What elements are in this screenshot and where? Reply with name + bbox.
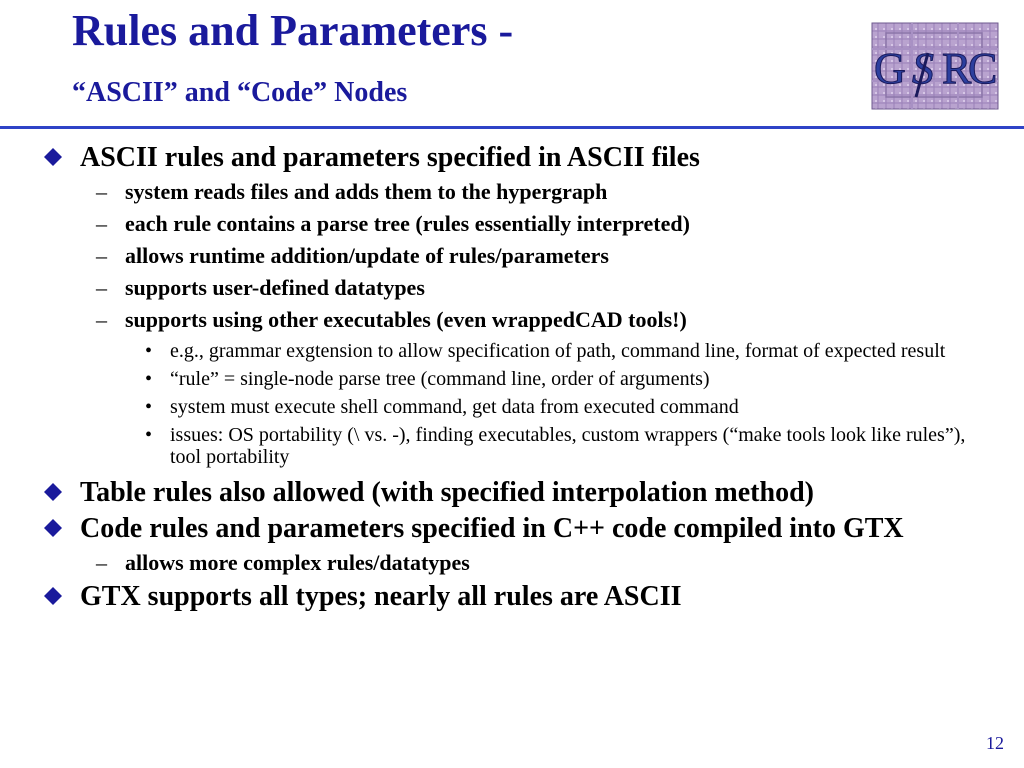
list-item — [0, 141, 984, 174]
list-item — [0, 340, 978, 362]
list-item — [0, 274, 984, 302]
dash-bullet-icon: – — [96, 243, 107, 268]
list-item — [0, 424, 978, 468]
bullet-text: ASCII rules and parameters specified in ASCII files — [80, 142, 700, 173]
diamond-bullet-icon — [44, 519, 62, 537]
list-item — [0, 476, 984, 509]
bullet-text: system reads files and adds them to the hypergraph — [125, 179, 608, 204]
dash-bullet-icon: – — [96, 275, 107, 300]
dot-bullet-icon: • — [145, 424, 153, 446]
list-item — [0, 396, 978, 418]
bullet-text: “rule” = single-node parse tree (command line, order of arguments) — [170, 368, 710, 390]
title-divider — [0, 126, 1024, 129]
bullet-text: issues: OS portability (\ vs. -), finding executables, custom wrappers (“make tools look like rules”), tool portability — [170, 424, 966, 468]
diamond-bullet-icon — [44, 587, 62, 605]
bullet-text: each rule contains a parse tree (rules essentially interpreted) — [125, 211, 690, 236]
bullet-text: GTX supports all types; nearly all rules are ASCII — [80, 581, 682, 612]
bullet-text: supports user-defined datatypes — [125, 275, 425, 300]
bullet-text: e.g., grammar exgtension to allow specification of path, command line, format of expected result — [170, 340, 946, 362]
list-item — [0, 242, 984, 270]
diamond-bullet-icon — [44, 148, 62, 166]
dot-bullet-icon: • — [145, 368, 153, 390]
bullet-text: system must execute shell command, get data from executed command — [170, 396, 739, 418]
dash-bullet-icon: – — [96, 307, 107, 332]
svg-text:G: G — [874, 44, 906, 93]
list-item — [0, 306, 984, 334]
slide-body — [0, 138, 1024, 613]
page-number: 12 — [986, 733, 1004, 753]
list-item — [0, 549, 984, 577]
list-item — [0, 368, 978, 390]
svg-text:R: R — [942, 44, 972, 93]
dash-bullet-icon: – — [96, 211, 107, 236]
slide-title: Rules and Parameters - — [72, 6, 514, 55]
dash-bullet-icon: – — [96, 550, 107, 575]
gsrc-logo — [866, 19, 1004, 113]
dot-bullet-icon: • — [145, 396, 153, 418]
svg-text:S: S — [912, 44, 934, 93]
list-item — [0, 512, 984, 545]
dot-bullet-icon: • — [145, 340, 153, 362]
slide-subtitle: “ASCII” and “Code” Nodes — [72, 77, 408, 108]
bullet-text: allows runtime addition/update of rules/parameters — [125, 243, 609, 268]
dash-bullet-icon: – — [96, 179, 107, 204]
bullet-text: allows more complex rules/datatypes — [125, 550, 470, 575]
bullet-text: Table rules also allowed (with specified interpolation method) — [80, 477, 814, 508]
bullet-text: supports using other executables (even wrappedCAD tools!) — [125, 307, 687, 332]
svg-text:C: C — [968, 44, 998, 93]
diamond-bullet-icon — [44, 483, 62, 501]
list-item — [0, 580, 984, 613]
bullet-text: Code rules and parameters specified in C++ code compiled into GTX — [80, 513, 904, 544]
list-item — [0, 210, 984, 238]
list-item — [0, 178, 984, 206]
